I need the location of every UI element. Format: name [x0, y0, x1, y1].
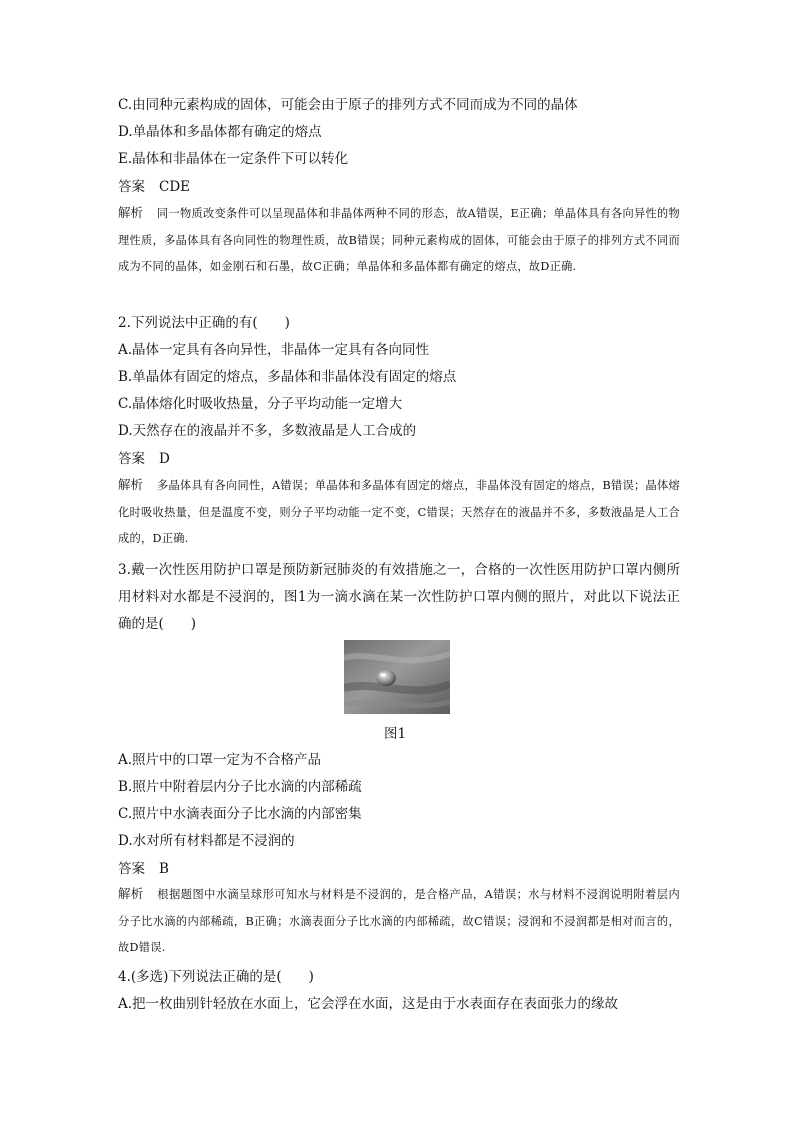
figure-caption: 图1: [384, 726, 407, 742]
q3-option-d: D.水对所有材料都是不浸润的: [118, 833, 295, 849]
q2-option-a: A.晶体一定具有各向异性，非晶体一定具有各向同性: [118, 342, 430, 358]
q3-option-b: B.照片中附着层内分子比水滴的内部稀疏: [118, 779, 362, 795]
q1-analysis-text: 同一物质改变条件可以呈现晶体和非晶体两种不同的形态，故A错误，E正确；单晶体具有各向异性的物理性质，多晶体具有各向同性的物理性质，故B错误；同种元素构成的固体，可能会由于原子的排列方式不同而成为不同的晶体，如金刚石和石墨，故C正确；单晶体和多晶体都有确定的熔点，故D正确.: [118, 207, 680, 273]
answer-label: 答案: [118, 861, 145, 877]
q1-option-d: D.单晶体和多晶体都有确定的熔点: [118, 124, 322, 140]
q3-option-c: C.照片中水滴表面分子比水滴的内部密集: [118, 806, 362, 822]
figure-1-photo: [344, 640, 450, 714]
q1-analysis: [118, 200, 680, 281]
q2-stem: 2.下列说法中正确的有( ): [118, 315, 290, 331]
q2-analysis-text: 多晶体具有各向同性，A错误；单晶体和多晶体有固定的熔点，非晶体没有固定的熔点，B错误；晶体熔化时吸收热量，但是温度不变，则分子平均动能一定不变，C错误；天然存在的液晶并不多，多数液晶是人工合成的，D正确.: [118, 479, 680, 545]
answer-label: 答案: [118, 451, 145, 467]
q2-option-c: C.晶体熔化时吸收热量，分子平均动能一定增大: [118, 396, 403, 412]
q3-stem: 3.戴一次性医用防护口罩是预防新冠肺炎的有效措施之一，合格的一次性医用防护口罩内侧所用材料对水都是不浸润的，图1为一滴水滴在某一次性防护口罩内侧的照片，对此以下说法正确的是( ): [118, 562, 680, 632]
analysis-label: 解析: [118, 205, 144, 220]
q3-analysis: [118, 881, 680, 962]
q2-answer: D: [159, 451, 170, 467]
analysis-label: 解析: [118, 886, 144, 901]
water-droplet-photo-icon: [344, 640, 450, 714]
q2-option-b: B.单晶体有固定的熔点，多晶体和非晶体没有固定的熔点: [118, 369, 457, 385]
q2-answer-row: [118, 449, 678, 469]
analysis-label: 解析: [118, 477, 144, 492]
q1-option-e: E.晶体和非晶体在一定条件下可以转化: [118, 151, 349, 167]
q1-option-c: C.由同种元素构成的固体，可能会由于原子的排列方式不同而成为不同的晶体: [118, 97, 578, 113]
q2-analysis: [118, 472, 680, 553]
q4-option-a: A.把一枚曲别针轻放在水面上，它会浮在水面，这是由于水表面存在表面张力的缘故: [118, 996, 619, 1012]
q1-answer: CDE: [159, 179, 191, 195]
answer-label: 答案: [118, 179, 145, 195]
q2-option-d: D.天然存在的液晶并不多，多数液晶是人工合成的: [118, 423, 417, 439]
q3-option-a: A.照片中的口罩一定为不合格产品: [118, 752, 322, 768]
q3-answer-row: [118, 859, 678, 879]
q4-stem: 4.(多选)下列说法正确的是( ): [118, 969, 314, 985]
q1-answer-row: [118, 177, 678, 197]
q3-analysis-text: 根据题图中水滴呈球形可知水与材料是不浸润的，是合格产品，A错误；水与材料不浸润说明附着层内分子比水滴的内部稀疏，B正确；水滴表面分子比水滴的内部稀疏，故C错误；浸润和不浸润都是相对而言的，故D错误.: [118, 888, 680, 954]
q3-answer: B: [159, 861, 169, 877]
